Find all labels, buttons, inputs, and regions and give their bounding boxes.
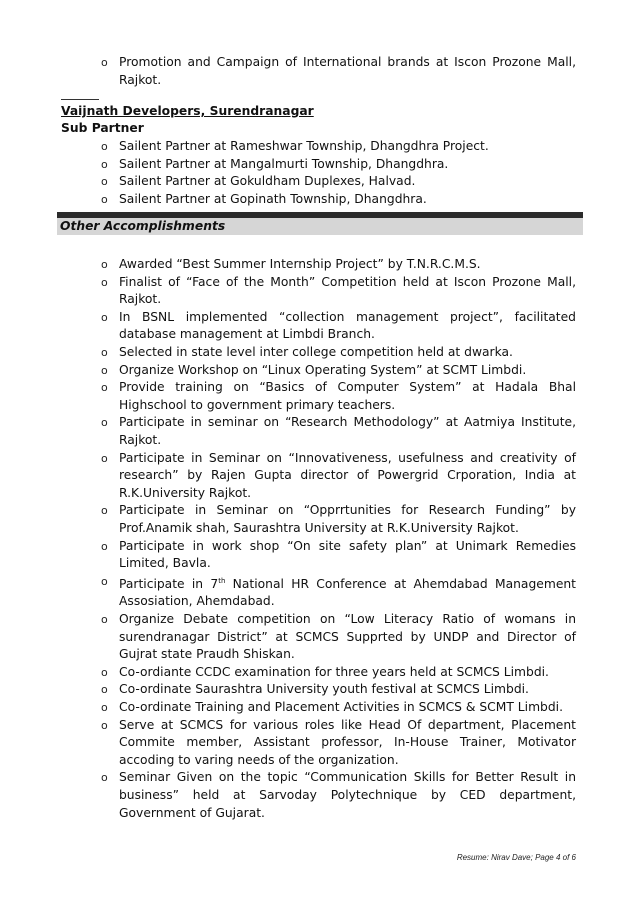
page-footer: Resume: Nirav Dave; Page 4 of 6 [456, 853, 576, 862]
list-item: o Participate in work shop “On site safety plan” at Unimark Remedies Limited, Bavla. [101, 538, 576, 571]
list-item: o Organize Workshop on “Linux Operating System” at SCMT Limbdi. [101, 362, 527, 377]
vaijnath-duties-list [101, 138, 576, 208]
list-item: o Co-ordinate Saurashtra University youth festival at SCMCS Limbdi. [101, 682, 529, 697]
list-item: o In BSNL implemented “collection management project”, facilitated database management at Limbdi Branch. [101, 309, 576, 342]
list-item: o Serve at SCMCS for various roles like Head Of department, Placement Commite member, Assistant professor, In-House Trainer, Motivator accoding to varing needs of the organization. [101, 717, 576, 767]
list-item: o Finalist of “Face of the Month” Competition held at Iscon Prozone Mall, Rajkot. [101, 274, 576, 307]
list-item: o Participate in Seminar on “Opprrtunities for Research Funding” by Prof.Anamik shah, Saurashtra University at R.K.University Rajkot. [101, 503, 576, 535]
job-role: Sub Partner [61, 121, 144, 135]
list-item: o Organize Debate competition on “Low Literacy Ratio of womans in surendranagar District” at SCMCS Supprted by UNDP and Director of Gujrat state Praudh Shiskan. [101, 611, 576, 662]
list-item: o Sailent Partner at Gopinath Township, Dhangdhra. [101, 191, 427, 206]
list-item: o Seminar Given on the topic “Communication Skills for Better Result in business” held at Sarvoday Polytechnique by CED department, Government of Gujarat. [101, 770, 576, 820]
list-item: o Promotion and Campaign of International brands at Iscon Prozone Mall, Rajkot. [101, 55, 576, 87]
list-item: o Participate in seminar on “Research Methodology” at Aatmiya Institute, Rajkot. [101, 415, 576, 447]
list-item: o Selected in state level inter college competition held at dwarka. [101, 344, 513, 359]
company-name: Vaijnath Developers, Surendranagar [61, 104, 314, 118]
list-item: o Sailent Partner at Mangalmurti Township, Dhangdhra. [101, 156, 449, 171]
list-item: o Participate in Seminar on “Innovativeness, usefulness and creativity of research” by Rajen Gupta director of Powergrid Crporation, India at R.K.University Rajkot. [101, 450, 576, 500]
list-item: o Participate in 7th National HR Conference at Ahemdabad Management Assosiation, Ahemdabad. [101, 574, 576, 609]
divider [61, 99, 99, 100]
list-item: o Co-ordinate Training and Placement Activities in SCMCS & SCMT Limbdi. [101, 699, 563, 714]
list-item: o Sailent Partner at Rameshwar Township, Dhangdhra Project. [101, 139, 489, 153]
list-item: o Provide training on “Basics of Computer System” at Hadala Bhal Highschool to government primary teachers. [101, 380, 576, 412]
promotion-list [101, 54, 576, 89]
section-title: Other Accomplishments [60, 219, 226, 233]
accomplishments-list [101, 256, 576, 822]
list-item: o Awarded “Best Summer Internship Project” by T.N.R.C.M.S. [101, 257, 481, 271]
list-item: o Co-ordiante CCDC examination for three years held at SCMCS Limbdi. [101, 664, 549, 679]
list-item: o Sailent Partner at Gokuldham Duplexes, Halvad. [101, 174, 416, 189]
